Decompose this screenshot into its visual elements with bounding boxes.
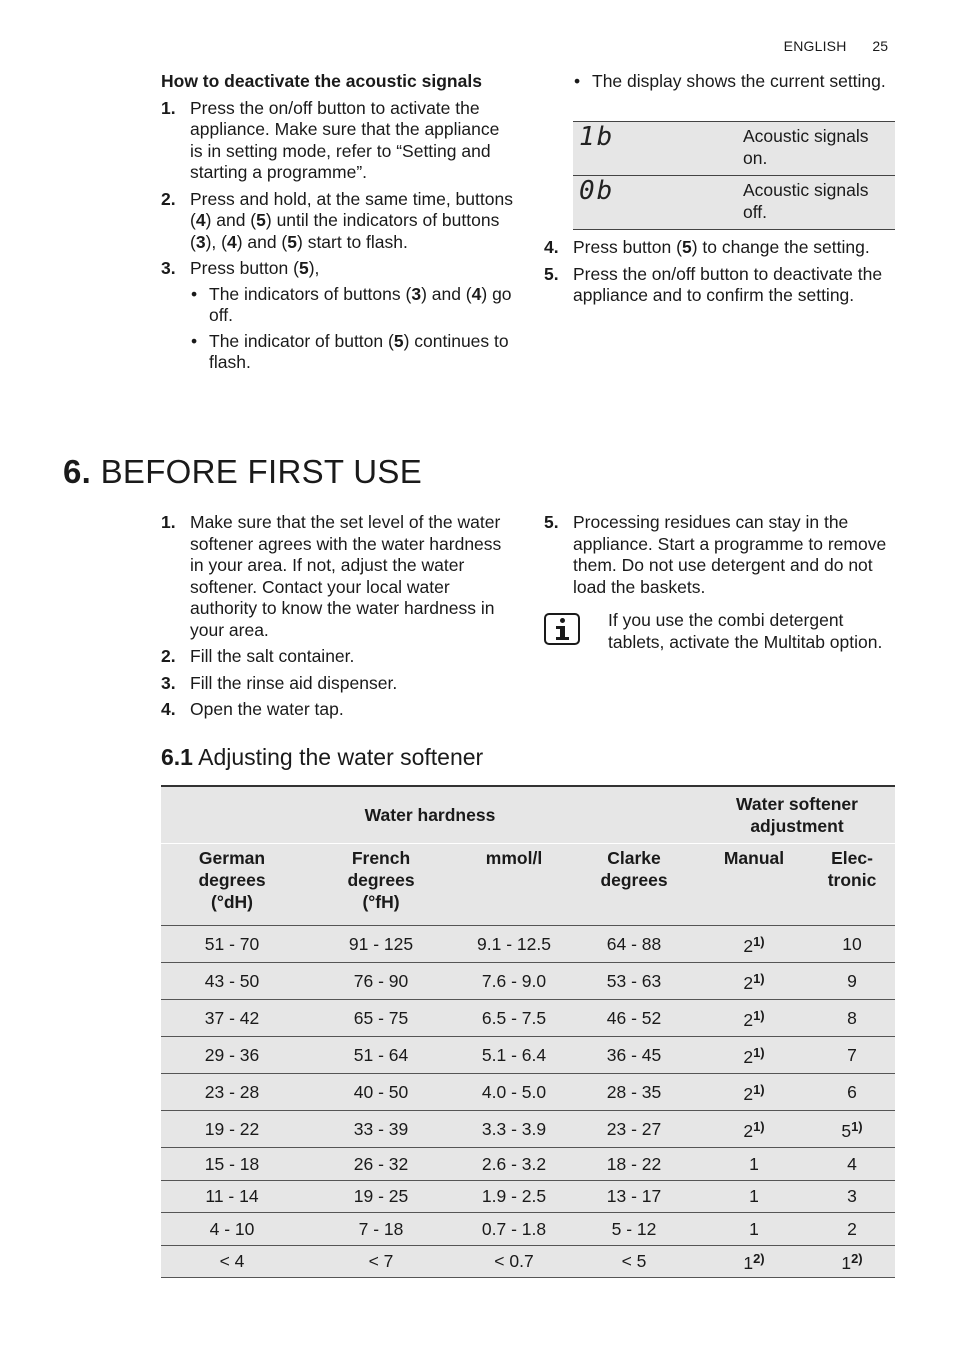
table-cell-manual: [699, 1245, 809, 1278]
table-row: [161, 1148, 895, 1181]
table-cell-french: 26 - 32: [303, 1148, 459, 1181]
list-item: [161, 189, 516, 254]
cell-value: 1: [749, 1218, 759, 1239]
table-header-row: [161, 786, 895, 844]
table-cell-french: 76 - 90: [303, 963, 459, 1000]
before-use-list: [161, 512, 516, 721]
list-item: [544, 237, 895, 259]
bullet-item: • The display shows the current setting.: [573, 71, 895, 93]
step-number: 5.: [544, 263, 559, 284]
table-cell-electronic: [809, 1111, 895, 1148]
table-cell-electronic: [809, 1000, 895, 1037]
cell-value: 10: [842, 934, 862, 954]
table-cell-mmol: 1.9 - 2.5: [459, 1180, 569, 1213]
cell-value: 4: [847, 1153, 857, 1174]
table-cell-clarke: 28 - 35: [569, 1074, 699, 1111]
table-cell-clarke: 46 - 52: [569, 1000, 699, 1037]
acoustic-steps-continued: [544, 237, 895, 307]
table-cell-manual: [699, 1074, 809, 1111]
table-cell-mmol: 9.1 - 12.5: [459, 926, 569, 963]
footnote-marker: 1): [753, 1082, 765, 1097]
display-code-label: Acoustic signals off.: [737, 176, 895, 230]
table-cell-german: 23 - 28: [161, 1074, 303, 1111]
step-number: 2.: [161, 188, 176, 209]
subsection-number: 6.1: [161, 744, 193, 770]
acoustic-signals-left: [161, 71, 516, 379]
table-cell-french: 51 - 64: [303, 1037, 459, 1074]
table-cell-german: 15 - 18: [161, 1148, 303, 1181]
table-row: [161, 1213, 895, 1246]
table-cell-french: 40 - 50: [303, 1074, 459, 1111]
table-row: [161, 1111, 895, 1148]
cell-value: 9: [847, 971, 857, 991]
acoustic-signals-right: [573, 71, 895, 99]
list-item: [544, 512, 895, 598]
table-row: [161, 1180, 895, 1213]
page-header: [784, 38, 888, 54]
cell-value: 2: [743, 1121, 754, 1141]
table-cell-french: < 7: [303, 1245, 459, 1278]
step-number: 1.: [161, 512, 176, 532]
cell-value: 1: [749, 1186, 759, 1207]
table-cell-electronic: [809, 926, 895, 963]
table-row: [161, 1074, 895, 1111]
column-header: Elec-tronic: [809, 844, 895, 926]
footnote-marker: 1): [753, 1119, 765, 1134]
table-cell-mmol: 0.7 - 1.8: [459, 1213, 569, 1246]
subsection-heading: [161, 744, 483, 771]
acoustic-steps-right: [544, 237, 895, 312]
column-header: Manual: [699, 844, 809, 926]
bullet-item: • The indicators of buttons (3) and (4) go off.: [190, 284, 516, 327]
table-cell-clarke: 36 - 45: [569, 1037, 699, 1074]
table-cell-mmol: 4.0 - 5.0: [459, 1074, 569, 1111]
cell-value: 8: [847, 1008, 857, 1028]
table-cell-clarke: 13 - 17: [569, 1180, 699, 1213]
step-text: Fill the rinse aid dispenser.: [190, 672, 398, 693]
table-body: [161, 926, 895, 1278]
table-cell-clarke: 5 - 12: [569, 1213, 699, 1246]
step-text: Make sure that the set level of the water softener agrees with the water hardness in your area. If not, adjust the water softener. Contact your local water authority to know the water hardness in your area.: [190, 512, 502, 640]
softener-adjustment-header: Water softener adjustment: [699, 786, 895, 844]
table-cell-manual: [699, 1148, 809, 1181]
table-cell-mmol: 3.3 - 3.9: [459, 1111, 569, 1148]
table-cell-german: 19 - 22: [161, 1111, 303, 1148]
table-cell-french: 19 - 25: [303, 1180, 459, 1213]
step-text: Press button (5) to change the setting.: [573, 237, 870, 257]
table-cell-electronic: [809, 1180, 895, 1213]
section-number: 6.: [63, 453, 92, 490]
info-note: [544, 610, 895, 653]
step-text: Open the water tap.: [190, 699, 344, 719]
table-cell-mmol: 2.6 - 3.2: [459, 1148, 569, 1181]
table-cell-german: 4 - 10: [161, 1213, 303, 1246]
list-item: [161, 699, 516, 721]
step-number: 1.: [161, 97, 176, 118]
table-cell-clarke: 23 - 27: [569, 1111, 699, 1148]
step-text: Press button (5),: [190, 258, 320, 278]
table-cell-manual: [699, 1180, 809, 1213]
table-row: [161, 926, 895, 963]
column-header: German degrees (°dH): [161, 844, 303, 926]
step-text: Press the on/off button to activate the appliance. Make sure that the appliance is in setting mode, refer to “Setting and starting a programme”.: [190, 97, 500, 182]
subsection-title: Adjusting the water softener: [198, 744, 484, 770]
table-row: [573, 176, 895, 230]
before-use-list-right: [544, 512, 895, 598]
table-cell-french: 7 - 18: [303, 1213, 459, 1246]
display-code: 1b: [573, 122, 737, 176]
cell-value: 1: [743, 1253, 754, 1274]
language-label: ENGLISH: [783, 38, 847, 54]
table-cell-electronic: [809, 1037, 895, 1074]
table-cell-clarke: 53 - 63: [569, 963, 699, 1000]
step-text: Fill the salt container.: [190, 646, 355, 666]
step-number: 4.: [544, 237, 559, 257]
table-row: [573, 122, 895, 176]
table-cell-manual: [699, 1037, 809, 1074]
info-note-text: If you use the combi detergent tablets, activate the Multitab option.: [608, 610, 883, 652]
table-cell-electronic: [809, 963, 895, 1000]
table-cell-manual: [699, 1000, 809, 1037]
table-cell-electronic: [809, 1213, 895, 1246]
cell-value: 2: [743, 936, 754, 956]
cell-value: 6: [847, 1082, 857, 1102]
acoustic-steps: [161, 98, 516, 374]
step-number: 3.: [161, 672, 176, 693]
table-cell-german: < 4: [161, 1245, 303, 1278]
step3-bullets: [190, 284, 516, 374]
table-cell-electronic: [809, 1245, 895, 1278]
cell-value: 2: [743, 1084, 754, 1104]
cell-value: 2: [743, 1047, 754, 1067]
table-cell-mmol: < 0.7: [459, 1245, 569, 1278]
cell-value: 1: [841, 1253, 852, 1274]
table-cell-mmol: 7.6 - 9.0: [459, 963, 569, 1000]
table-cell-mmol: 5.1 - 6.4: [459, 1037, 569, 1074]
list-item: [544, 264, 895, 307]
step-text: Press the on/off button to deactivate the appliance and to confirm the setting.: [573, 263, 883, 305]
before-use-steps-left: [161, 512, 516, 726]
table-cell-clarke: < 5: [569, 1245, 699, 1278]
water-hardness-header: Water hardness: [161, 786, 699, 844]
table-cell-french: 91 - 125: [303, 926, 459, 963]
before-use-steps-right: [544, 512, 895, 603]
footnote-marker: 1): [753, 934, 765, 949]
section-heading: [63, 453, 422, 491]
info-icon: [544, 613, 580, 645]
cell-value: 3: [847, 1186, 857, 1207]
cell-value: 2: [743, 973, 754, 993]
table-cell-manual: [699, 1111, 809, 1148]
column-header: Clarke degrees: [569, 844, 699, 926]
column-header: French degrees (°fH): [303, 844, 459, 926]
cell-value: 1: [749, 1153, 759, 1174]
water-hardness-table: [161, 785, 895, 1278]
table-cell-manual: [699, 926, 809, 963]
display-bullet-list: [573, 71, 895, 93]
step-text: Processing residues can stay in the appliance. Start a programme to remove them. Do not use detergent and do not load the baskets.: [573, 512, 887, 597]
table-row: [161, 963, 895, 1000]
footnote-marker: 1): [851, 1119, 863, 1134]
list-item: [161, 98, 516, 184]
table-cell-german: 29 - 36: [161, 1037, 303, 1074]
footnote-marker: 1): [753, 1045, 765, 1060]
list-item: [161, 673, 516, 695]
table-cell-manual: [699, 1213, 809, 1246]
table-cell-german: 51 - 70: [161, 926, 303, 963]
page-number: 25: [872, 38, 888, 54]
table-row: [161, 1037, 895, 1074]
step-number: 4.: [161, 699, 176, 719]
step-number: 5.: [544, 512, 559, 532]
table-cell-french: 65 - 75: [303, 1000, 459, 1037]
table-row: [161, 1245, 895, 1278]
table-cell-clarke: 18 - 22: [569, 1148, 699, 1181]
display-code: 0b: [573, 176, 737, 230]
cell-value: 7: [847, 1045, 857, 1065]
cell-value: 2: [743, 1010, 754, 1030]
footnote-marker: 2): [753, 1251, 765, 1267]
footnote-marker: 1): [753, 1008, 765, 1023]
table-cell-clarke: 64 - 88: [569, 926, 699, 963]
cell-value: 5: [841, 1121, 852, 1141]
footnote-marker: 2): [851, 1251, 863, 1267]
column-header: mmol/l: [459, 844, 569, 926]
table-cell-manual: [699, 963, 809, 1000]
bullet-item: • The indicator of button (5) continues to flash.: [190, 331, 516, 374]
table-cell-french: 33 - 39: [303, 1111, 459, 1148]
footnote-marker: 1): [753, 971, 765, 986]
list-item: [161, 646, 516, 668]
display-codes-table: [573, 121, 895, 230]
table-row: [161, 1000, 895, 1037]
table-cell-german: 43 - 50: [161, 963, 303, 1000]
step-number: 2.: [161, 646, 176, 666]
list-item: [161, 258, 516, 374]
step-text: Press and hold, at the same time, buttons (4) and (5) until the indicators of buttons (3), (4) and (5) start to flash.: [190, 188, 513, 252]
display-code-label: Acoustic signals on.: [737, 122, 895, 176]
table-cell-electronic: [809, 1148, 895, 1181]
acoustic-heading: How to deactivate the acoustic signals: [161, 71, 482, 91]
table-cell-mmol: 6.5 - 7.5: [459, 1000, 569, 1037]
cell-value: 2: [847, 1218, 857, 1239]
table-cell-german: 11 - 14: [161, 1180, 303, 1213]
step-number: 3.: [161, 258, 176, 278]
section-title: BEFORE FIRST USE: [100, 453, 423, 490]
list-item: [161, 512, 516, 641]
table-header-row: [161, 844, 895, 926]
table-cell-german: 37 - 42: [161, 1000, 303, 1037]
table-cell-electronic: [809, 1074, 895, 1111]
